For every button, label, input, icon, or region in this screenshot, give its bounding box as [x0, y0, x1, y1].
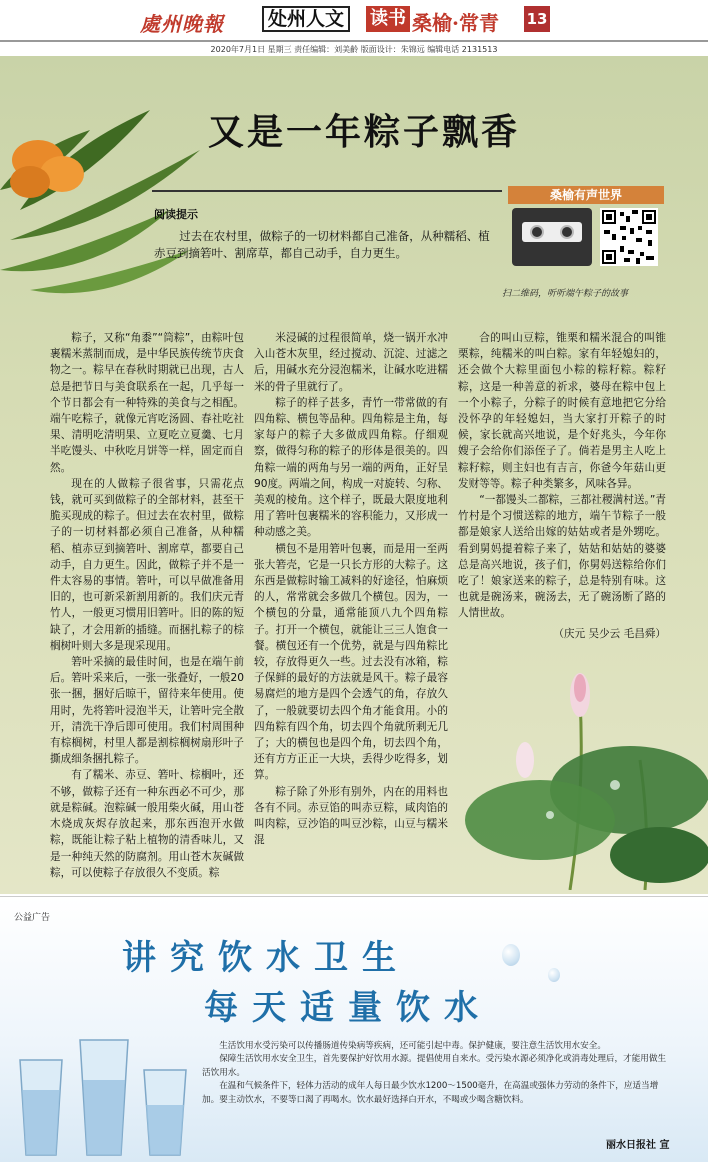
- paragraph: 有了糯米、赤豆、箬叶、棕榈叶，还不够，做粽子还有一种东西必不可少，那就是粽碱。泡粽碱一般用柴火碱，用山苍木烧成灰烬存放起来，那东西泡开水做粽，既能让粽子粘上植物的清香味儿，又是一种纯天然的防腐剂。用山苍木灰碱做粽，可以使粽子存放很久不变质。粽: [50, 769, 244, 879]
- byline: （庆元 吴少云 毛昌舜）: [553, 627, 666, 640]
- paragraph: “一都馒头二都粽，三都社稷满村送。”青竹村是个习惯送粽的地方，端午节粽子一般都是娘家人送给出嫁的姑姑或者是外甥吃。看到舅妈提着粽子来了，姑姑和姑姑的婆婆总是高兴地说，孩子们，你舅妈送粽给你们吃了！娘家送来的粽子，总是特别有味。这也就是碗汤来，碗汤去，无了碗汤断了路的人情世故。: [458, 494, 666, 620]
- water-glasses-illustration: [10, 1020, 200, 1160]
- paper-name: 處州晚報: [140, 12, 224, 36]
- water-drop-icon: [502, 944, 520, 966]
- edition-info: 2020年7月1日 星期三 责任编辑：刘美齡 版面设计：朱锦远 编辑电话 2131513: [210, 45, 498, 54]
- article-title: 又是一年粽子飘香: [208, 111, 521, 153]
- paragraph: 箬叶采摘的最佳时间，也是在端午前后。箬叶采来后，一张一张叠好，一般20张一捆，捆好后晾干，留待来年使用。使用时，先将箬叶浸泡半天，让箬叶完全散开，清洗干净后即可使用。我们村周围种有棕榈树，村里人都是割棕榈树扇形叶子撕成细条捆扎粽子。: [50, 656, 244, 766]
- ad-headline-2: 每天适量饮水: [204, 988, 492, 1028]
- paragraph: 合的叫山豆粽，锥栗和糯米混合的叫锥栗粽，纯糯米的叫白粽。家有年轻媳妇的，还会做个大粽里面包小粽的粽籽粽。粽籽粽，这是一种善意的祈求，婆母在粽中包上一个小粽子，分粽子的时候有意地把它分给没怀孕的年轻媳妇，当大家打开粽子的时候，家长就高兴地说，是个好兆头，今年你嫂子会给你们添侄子了。倘若是男主人吃上粽籽粽，则主妇也有吉言，你爸今年菇山更发财等等。粽子种类繁多，风味各异。: [458, 332, 666, 490]
- intro-text: 过去在农村里，做粽子的一切材料都自己准备，从种糯稻、植赤豆到摘箬叶、割席草，都自己动手，自力更生。: [154, 229, 490, 260]
- paragraph: 粽子的样子甚多，青竹一带常做的有四角粽、横包等品种。四角粽是主角，每家每户的粽子大多做成四角粽。仔细观察，做得匀称的粽子的形体是很美的。四角粽一端的两角与另一端的两角，正好呈90度。两端之间，构成一对旋转、匀称、美观的棱角。这个样子，既最大限度地利用了箬叶包裹糯米的容积能力，又形成一种动感之美。: [254, 396, 448, 539]
- ad-paragraph: 生活饮用水受污染可以传播肠道传染病等疾病，还可能引起中毒。保护健康，要注意生活饮用水安全。: [219, 1041, 606, 1051]
- ad-sponsor: 丽水日报社 宣: [606, 1140, 670, 1151]
- article-column-3: [458, 330, 666, 642]
- column-name: 桑榆·常青: [412, 11, 499, 35]
- article-column-1: [50, 330, 244, 881]
- audio-promo: [508, 186, 664, 278]
- section-sub: 读书: [366, 6, 410, 32]
- paragraph: 米浸碱的过程很简单，烧一锅开水冲入山苍木灰里，经过搅动、沉淀、过滤之后，用碱水充分浸泡糯米，让碱水吃进糯米的骨子里就行了。: [254, 332, 448, 393]
- page-number: 13: [524, 6, 550, 32]
- water-drop-icon: [548, 968, 560, 982]
- paragraph: 粽子除了外形有别外，内在的用料也各有不同。赤豆馅的叫赤豆粽，咸肉馅的叫肉粽，豆沙馅的叫豆沙粽，山豆与糯米混: [254, 785, 448, 847]
- ad-tag: 公益广告: [14, 913, 51, 923]
- promo-caption: 扫二维码，听听端午粽子的故事: [502, 289, 629, 299]
- ad-paragraph: 在温和气候条件下，轻体力活动的成年人每日最少饮水1200～1500毫升，在高温或强体力劳动的条件下，应适当增加。要主动饮水，不要等口渴了再喝水。饮水最好选择白开水，不喝或少喝含糖饮料。: [202, 1081, 659, 1105]
- section-name: 处州人文: [262, 6, 350, 32]
- ad-headline-1: 讲究饮水卫生: [122, 938, 410, 978]
- qr-code-icon[interactable]: [600, 208, 658, 266]
- ad-paragraph: 保障生活饮用水安全卫生，首先要保护好饮用水源。提倡使用自来水。受污染水源必须净化或消毒处理后，才能用做生活饮用水。: [202, 1054, 667, 1078]
- masthead-rule: [0, 40, 708, 42]
- promo-title: 桑榆有声世界: [508, 186, 664, 204]
- ad-body: [202, 1040, 672, 1107]
- paragraph: 现在的人做粽子很省事，只需花点钱，就可买到做粽子的全部材料，甚至干脆买现成的粽子。但过去在农村里，做粽子的一切材料都必须自己准备，从种糯稻、植赤豆到摘箬叶、割席草，都要自己动手，自力更生。因此，做粽子并不是一件太容易的事情。箬叶，可以早做准备用旧的，也可新采新割用新的。我们庆元青竹人，一般更习惯用旧箬叶。旧的陈的短缺了，才会用新的插缝。而捆扎粽子的棕榈树叶则大多是现采现用。: [50, 477, 244, 652]
- paragraph: 横包不是用箬叶包裹，而是用一至两张大箬壳，它是一只长方形的大粽子。这东西是做粽时输工减料的好途径，怕麻烦的人，常常就会多做几个横包。因为，一个横包的分量，通常能顶八九个四角粽子。打开一个横包，就能让三三人饱食一餐。横包还有一个优势，就是与四角粽比较，存放得更久一些。过去没有冰箱，粽子保鲜的最好的方法就是风干。粽子最容易腐烂的地方是四个会透气的角，存放久了，一般就要切去四个角才能食用。小的四角粽有四个角，切去四个角就所剩无几了；大的横包也是四个角，切去四个角，还有方方正正一大块，丢得少吃得多，划算。: [254, 542, 448, 782]
- masthead: [0, 0, 708, 42]
- paragraph: 粽子，又称“角黍”“筒粽”，由粽叶包裹糯米蒸制而成，是中华民族传统节庆食物之一。粽早在春秋时期就已出现，古人总是把节日与美食联系在一起，几乎每一个节日都会有一种特殊的美食与之相配。端午吃粽子，就像元宵吃汤圆、春社吃社果、清明吃清明果、立夏吃立夏羹、七月半吃馒头、中秋吃月饼等一样，固定而自然。: [50, 332, 244, 474]
- lotus-illustration: [430, 640, 708, 890]
- intro-label: 阅读提示: [154, 208, 198, 221]
- article-column-2: [254, 330, 448, 849]
- cassette-icon: [512, 208, 592, 266]
